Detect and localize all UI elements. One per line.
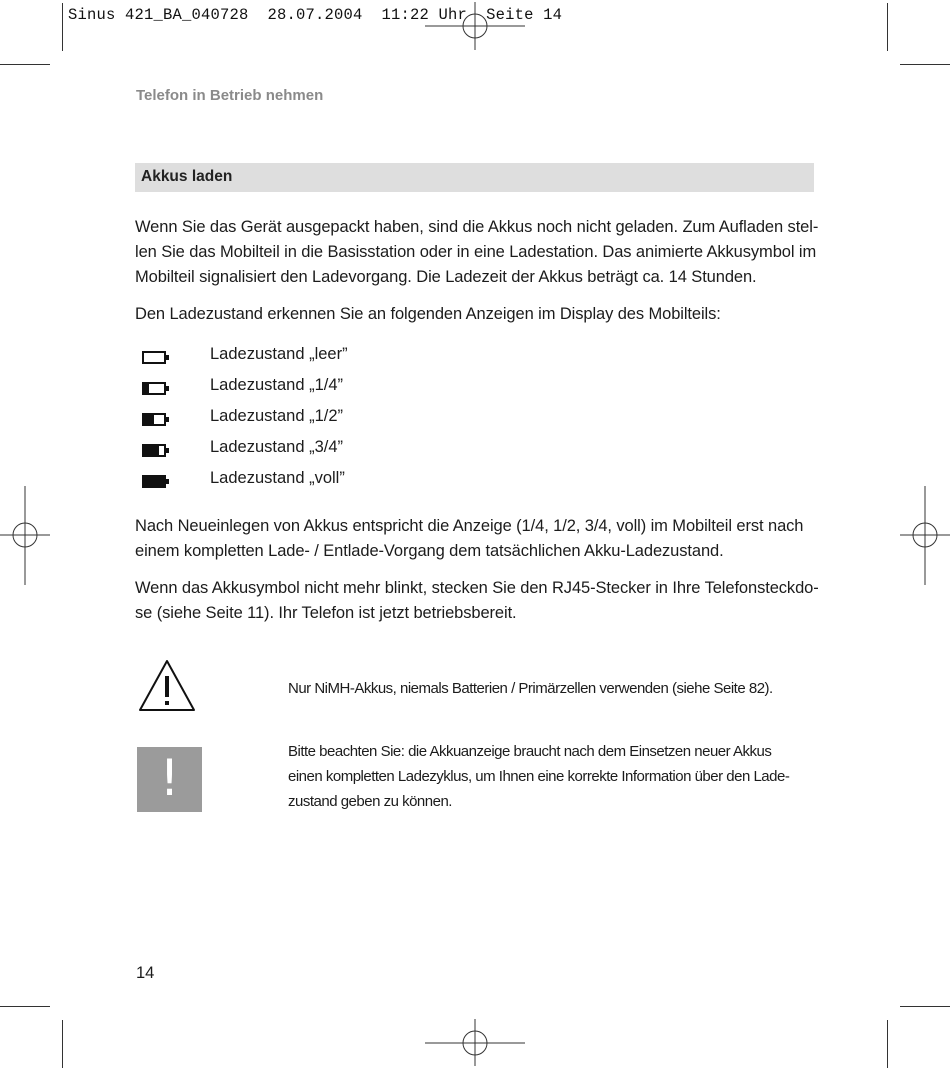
page-number: 14: [136, 964, 155, 982]
battery-state-label: Ladezustand „1/2”: [210, 407, 344, 425]
intro-paragraph: [135, 215, 819, 290]
ready-paragraph: [135, 576, 819, 626]
text-line: Bitte beachten Sie: die Akkuanzeige braucht nach dem Einsetzen neuer Akkus: [288, 743, 772, 760]
battery-three-quarter-icon: [142, 444, 166, 457]
text-line: se (siehe Seite 11). Ihr Telefon ist jetzt betriebsbereit.: [135, 604, 517, 622]
running-title: Telefon in Betrieb nehmen: [136, 87, 324, 104]
battery-empty-icon: [142, 351, 166, 364]
display-intro-paragraph: [135, 302, 815, 327]
warning-triangle-icon: [137, 658, 197, 713]
exclamation-info-icon: [137, 747, 202, 812]
battery-state-label: Ladezustand „1/4”: [210, 376, 344, 394]
battery-quarter-icon: [142, 382, 166, 395]
text-line: len Sie das Mobilteil in die Basisstation oder in eine Ladestation. Das animierte Akkusymbol im: [135, 243, 817, 261]
battery-state-label: Ladezustand „voll”: [210, 469, 345, 487]
battery-full-icon: [142, 475, 166, 488]
text-line: Mobilteil signalisiert den Ladevorgang. Die Ladezeit der Akkus beträgt ca. 14 Stunden.: [135, 268, 757, 286]
text-line: Wenn Sie das Gerät ausgepackt haben, sind die Akkus noch nicht geladen. Zum Aufladen stel-: [135, 218, 819, 236]
battery-state-label: Ladezustand „leer”: [210, 345, 348, 363]
text-line: Nur NiMH-Akkus, niemals Batterien / Primärzellen verwenden (siehe Seite 82).: [288, 680, 773, 697]
text-line: einem kompletten Lade- / Entlade-Vorgang dem tatsächlichen Akku-Ladezustand.: [135, 542, 724, 560]
text-line: Nach Neueinlegen von Akkus entspricht die Anzeige (1/4, 1/2, 3/4, voll) im Mobilteil erst nach: [135, 517, 804, 535]
text-line: einen kompletten Ladezyklus, um Ihnen eine korrekte Information über den Lade-: [288, 768, 790, 785]
section-title: Akkus laden: [141, 168, 233, 185]
text-line: zustand geben zu können.: [288, 793, 452, 810]
section-heading-bar: [135, 163, 814, 192]
text-line: Wenn das Akkusymbol nicht mehr blinkt, stecken Sie den RJ45-Stecker in Ihre Telefonsteckdo-: [135, 579, 819, 597]
text-line: Den Ladezustand erkennen Sie an folgenden Anzeigen im Display des Mobilteils:: [135, 305, 721, 323]
info-symbol: !: [159, 749, 180, 807]
print-slug: Sinus 421_BA_040728 28.07.2004 11:22 Uhr Seite 14: [68, 6, 563, 24]
info-note: [288, 739, 818, 814]
battery-half-icon: [142, 413, 166, 426]
after-insert-paragraph: [135, 514, 815, 564]
warning-note: [288, 676, 818, 701]
battery-state-label: Ladezustand „3/4”: [210, 438, 344, 456]
